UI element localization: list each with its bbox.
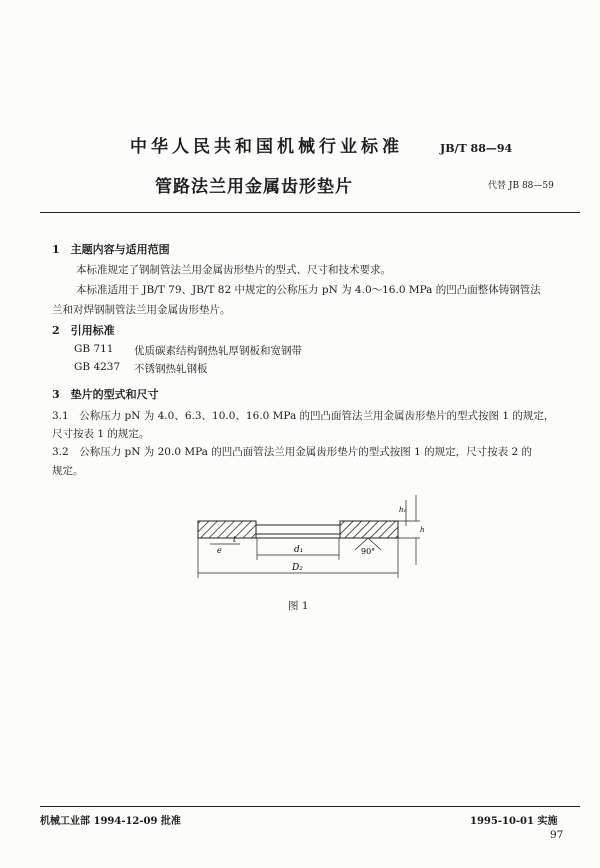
ref-title: 优质碳素结构钢热轧厚钢板和宽钢带	[134, 345, 302, 357]
document-title: 管路法兰用金属齿形垫片	[155, 177, 353, 197]
ref-title: 不锈钢热轧钢板	[134, 363, 208, 375]
figure-caption: 图 1	[288, 600, 309, 612]
approval-note: 机械工业部 1994-12-09 批准	[40, 816, 181, 827]
org-title: 中华人民共和国机械行业标准	[130, 137, 403, 157]
e-label: e	[217, 546, 222, 555]
paragraph: 3.1 公称压力 pN 为 4.0、6.3、10.0、16.0 MPa 的凹凸面管法兰用金属齿形垫片的型式按图 1 的规定，	[52, 410, 555, 422]
angle-label: 90°	[361, 547, 376, 556]
gasket-left-section	[198, 521, 256, 538]
t-label: t	[233, 535, 237, 544]
paragraph: 兰和对焊钢制管法兰用金属齿形垫片。	[52, 304, 231, 316]
gasket-right-section	[340, 521, 398, 538]
footer-rule	[40, 806, 580, 807]
effective-note: 1995-10-01 实施	[470, 816, 558, 827]
paragraph: 本标准规定了钢制管法兰用金属齿形垫片的型式、尺寸和技术要求。	[76, 264, 391, 276]
h-label: h	[420, 526, 425, 534]
section-2-heading: 2 引用标准	[52, 324, 115, 337]
paragraph: 规定。	[52, 465, 84, 477]
paragraph: 本标准适用于 JB/T 79、JB/T 82 中规定的公称压力 pN 为 4.0～16.0 MPa 的凹凸面整体铸钢管法	[76, 284, 541, 296]
replaces-note: 代替 JB 88—59	[488, 181, 554, 191]
h1-label: h₁	[399, 506, 407, 514]
page-number: 97	[550, 829, 564, 841]
d1-label: d₁	[294, 545, 304, 555]
ref-code: GB 711	[74, 343, 114, 355]
ref-code: GB 4237	[74, 361, 121, 373]
paragraph: 3.2 公称压力 pN 为 20.0 MPa 的凹凸面管法兰用金属齿形垫片的型式按图 1 的规定，尺寸按表 2 的	[52, 446, 532, 458]
header-rule	[40, 212, 580, 213]
paragraph: 尺寸按表 1 的规定。	[52, 428, 150, 440]
D2-label: D₂	[292, 563, 303, 573]
section-1-heading: 1 主题内容与适用范围	[52, 243, 170, 256]
gasket-section-drawing	[180, 490, 440, 590]
section-3-heading: 3 垫片的型式和尺寸	[52, 388, 159, 401]
standard-number: JB/T 88—94	[440, 142, 513, 155]
